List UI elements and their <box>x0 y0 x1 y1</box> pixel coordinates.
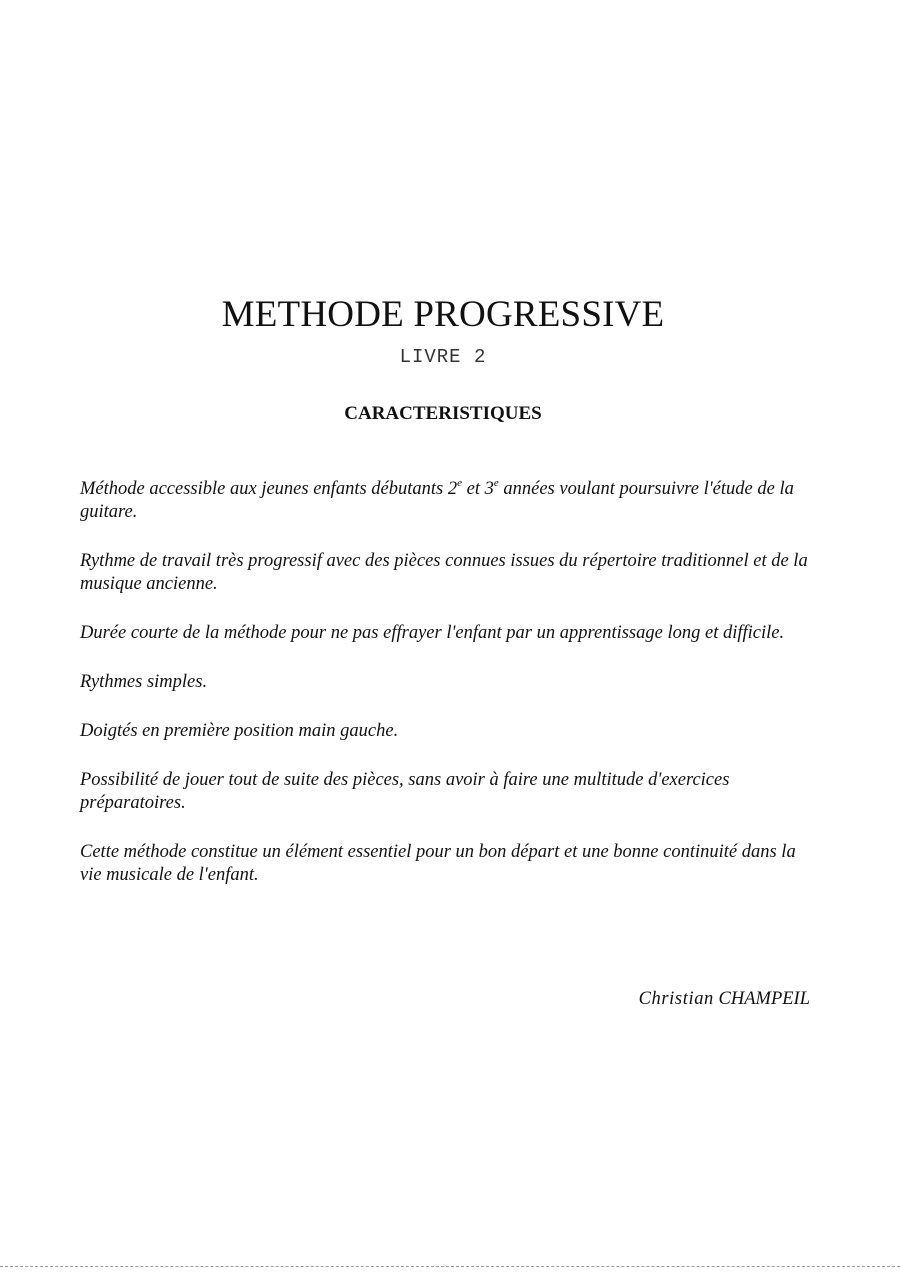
paragraph-4: Rythmes simples. <box>80 672 208 692</box>
ordinal-superscript: e <box>493 477 499 489</box>
paragraph-1-part-1: Méthode accessible aux jeunes enfants débutants 2 <box>80 479 458 499</box>
document-title: METHODE PROGRESSIVE <box>221 294 665 335</box>
author-first-name: Christian <box>638 989 714 1009</box>
paragraph-1-part-2: et 3 <box>462 479 494 499</box>
author-signature <box>639 989 810 1010</box>
paragraph-2: Rythme de travail très progressif avec des pièces connues issues du répertoire traditionnel et de la musique ancienne. <box>80 551 808 594</box>
ordinal-superscript: e <box>457 477 462 489</box>
paragraph-1-part-3: années voulant poursuivre l'étude de la guitare. <box>80 479 794 522</box>
paragraph-6: Possibilité de jouer tout de suite des pièces, sans avoir à faire une multitude d'exercices préparatoires. <box>80 770 730 813</box>
characteristics-list <box>80 478 820 913</box>
paragraph-7: Cette méthode constitue un élément essentiel pour un bon départ et une bonne continuité dans la vie musicale de l'enfant. <box>80 842 796 885</box>
section-heading: CARACTERISTIQUES <box>344 403 542 424</box>
document-subtitle: LIVRE 2 <box>399 346 487 368</box>
author-last-name: CHAMPEIL <box>718 989 810 1009</box>
page-bottom-edge <box>0 1266 900 1267</box>
paragraph-5: Doigtés en première position main gauche. <box>80 721 399 741</box>
paragraph-1 <box>80 478 820 524</box>
paragraph-3: Durée courte de la méthode pour ne pas effrayer l'enfant par un apprentissage long et difficile. <box>80 623 785 643</box>
